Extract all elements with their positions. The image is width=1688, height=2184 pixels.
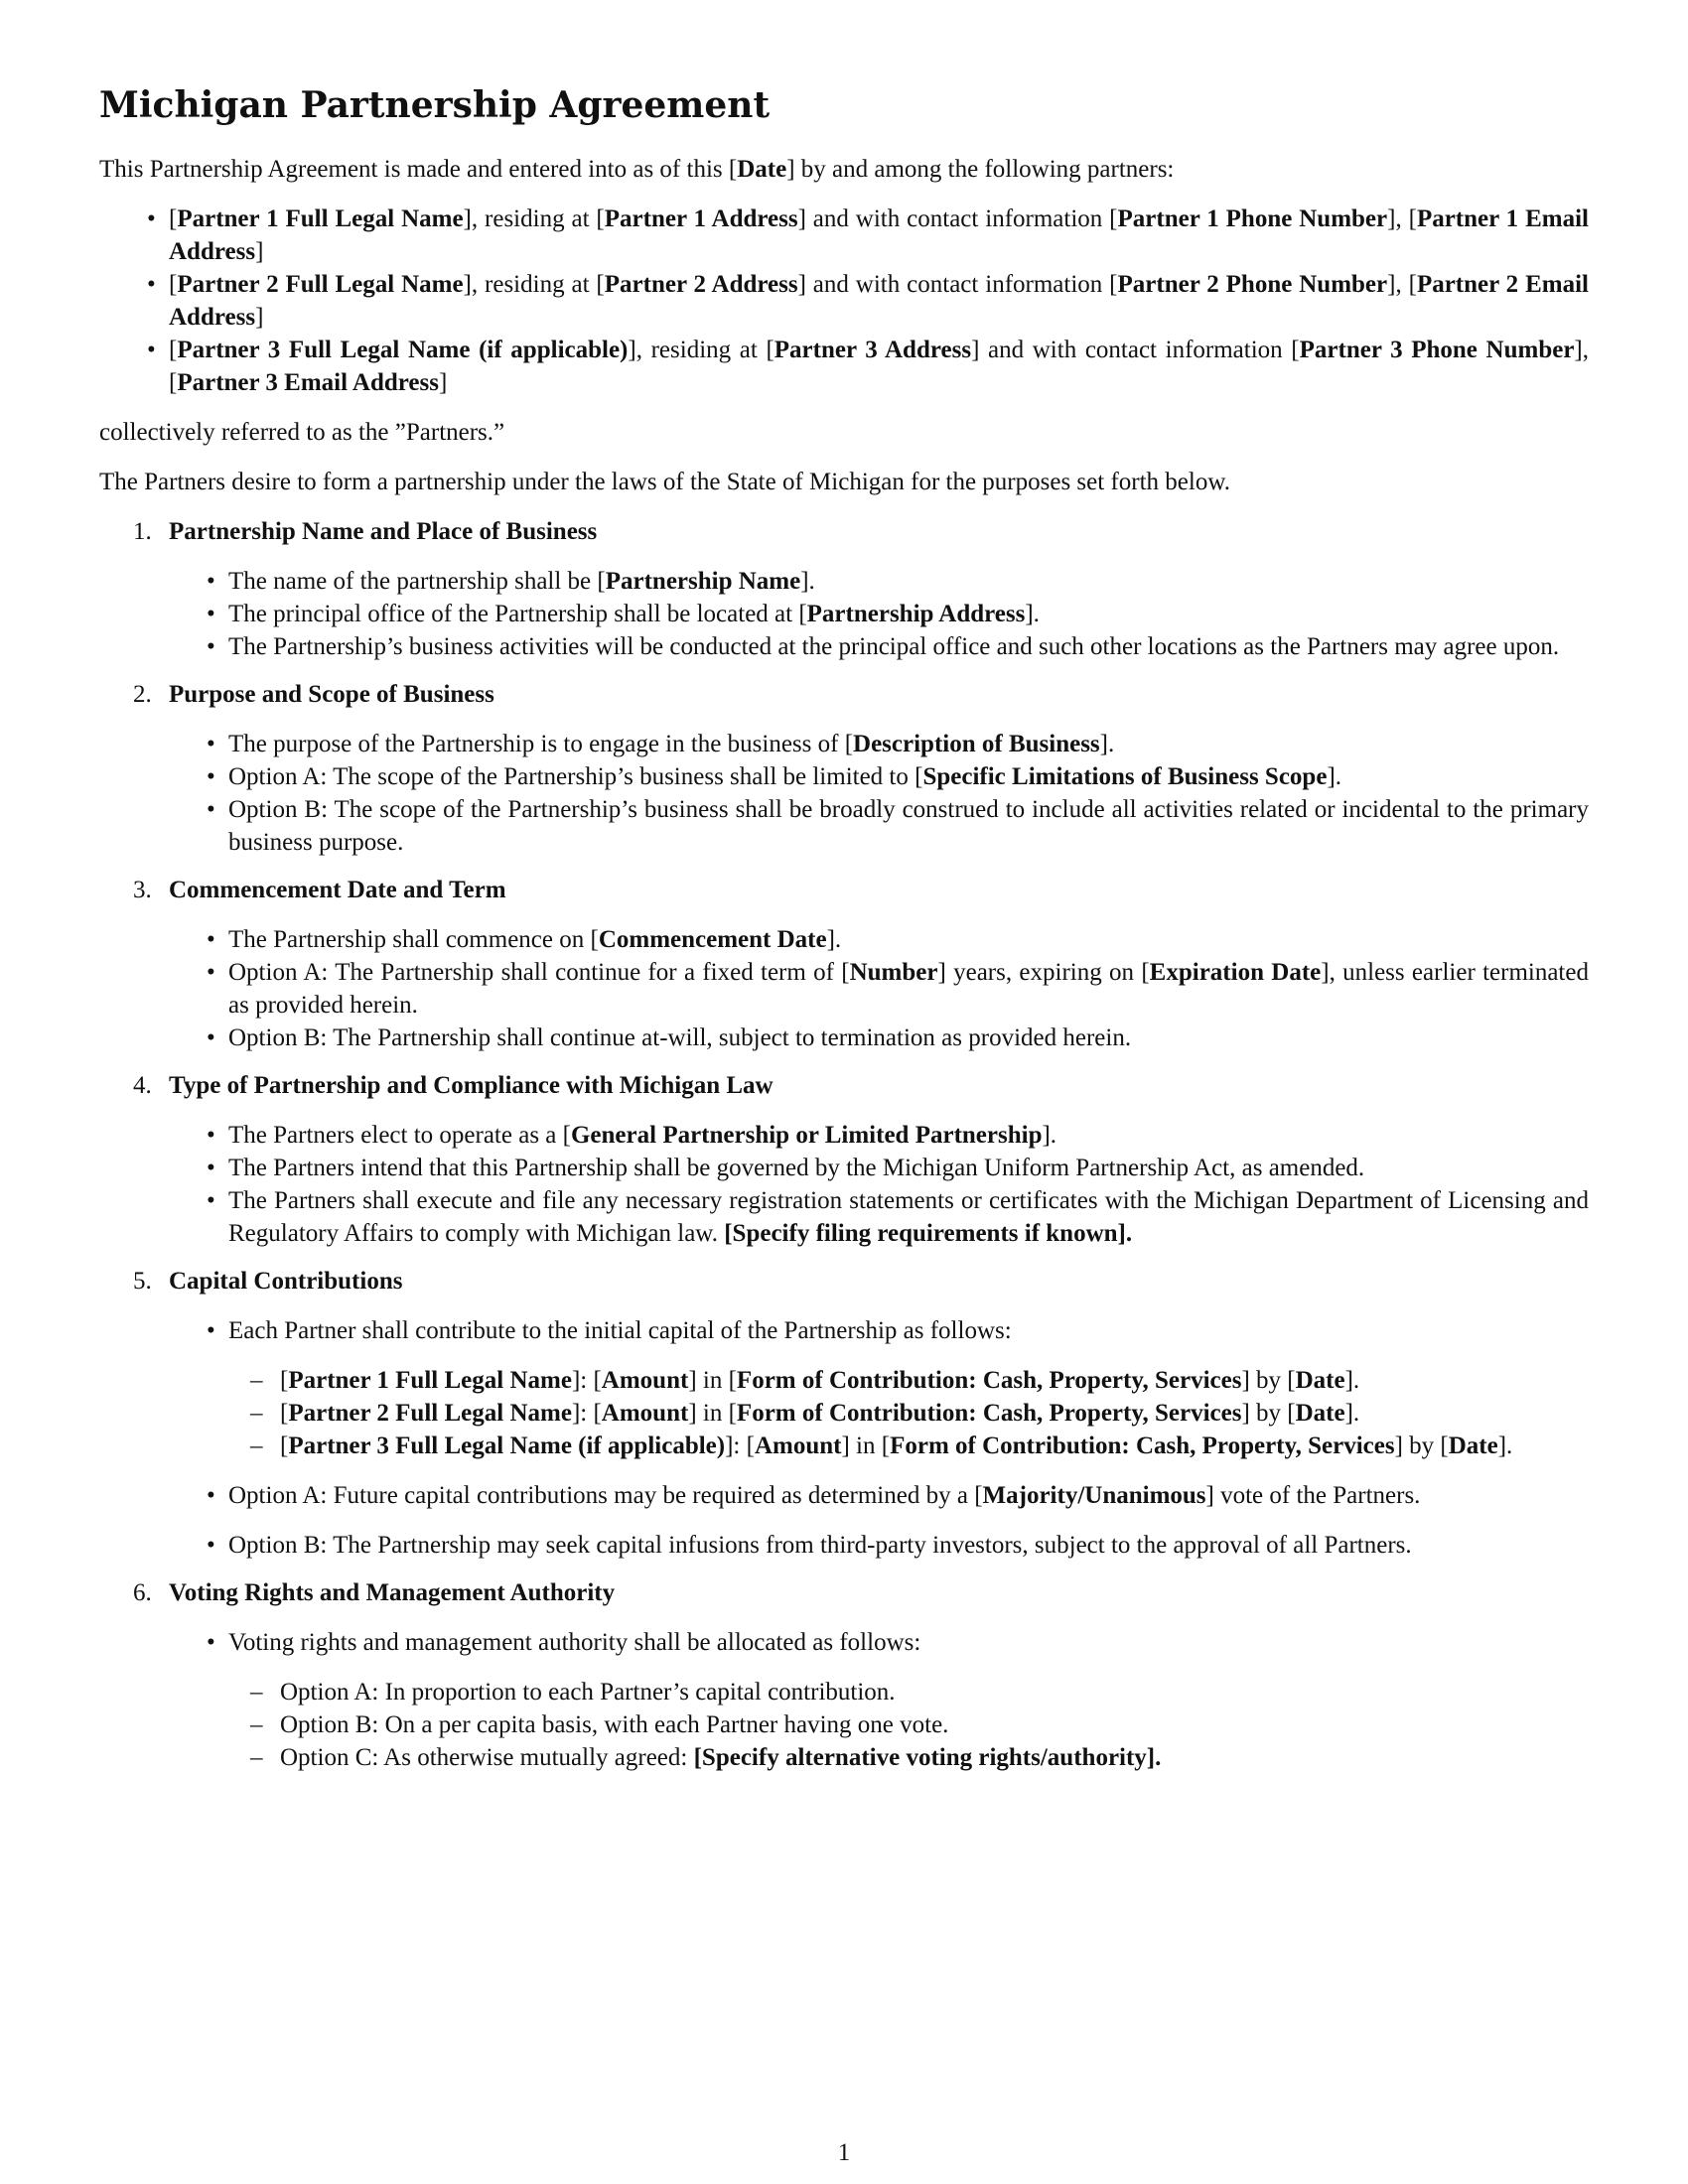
section-title <box>133 1069 1589 1102</box>
placeholder-field: Partner 1 Phone Number <box>1117 205 1388 232</box>
placeholder-field: Partner 2 Phone Number <box>1117 271 1388 298</box>
section-title <box>133 515 1589 548</box>
section-item <box>133 1265 1589 1562</box>
section-title <box>133 1576 1589 1609</box>
placeholder-field: Partner 2 Full Legal Name <box>177 271 464 298</box>
clause-text <box>228 923 1589 956</box>
section-bullets <box>169 565 1589 663</box>
clause-text <box>228 760 1589 793</box>
placeholder-field: Partner 2 Full Legal Name <box>288 1400 572 1427</box>
text-run: ] by [ <box>1394 1433 1449 1459</box>
text-run: Voting rights and management authority shall be allocated as follows: <box>228 1629 921 1656</box>
clause-item <box>228 923 1589 956</box>
text-run: [ <box>169 337 178 363</box>
text-run: Option A: Future capital contributions may be required as determined by a [ <box>228 1482 983 1509</box>
text-run: ] in [ <box>688 1400 737 1427</box>
text-run: ], unless earlier terminated as provided herein. <box>228 959 1589 1019</box>
clause-item <box>228 630 1589 663</box>
clause-item <box>228 1529 1589 1562</box>
text-run: The Partnership’s business activities will be conducted at the principal office and such other locations as the Partners may agree upon. <box>228 633 1560 660</box>
text-run: The purpose of the Partnership is to engage in the business of [ <box>228 731 854 757</box>
section-number: 3. <box>133 877 152 903</box>
text-run: [ <box>280 1433 289 1459</box>
text-run: [ <box>169 205 178 232</box>
clause-text <box>228 956 1589 1022</box>
document-title: Michigan Partnership Agreement <box>99 84 771 126</box>
placeholder-field: Partner 1 Full Legal Name <box>288 1367 572 1394</box>
section-item <box>133 678 1589 859</box>
clause-text <box>228 1626 1589 1659</box>
text-run: Option A: In proportion to each Partner’s capital contribution. <box>280 1679 896 1706</box>
section-title-text: Voting Rights and Management Authority <box>169 1579 616 1606</box>
clause-item <box>228 1022 1589 1054</box>
placeholder-field: Form of Contribution: Cash, Property, Services <box>736 1367 1242 1394</box>
text-run: The Partners elect to operate as a [ <box>228 1122 571 1149</box>
text-run: The name of the partnership shall be [ <box>228 568 606 595</box>
text-run: ] in [ <box>688 1367 737 1394</box>
text-run: ] by [ <box>1241 1367 1296 1394</box>
placeholder-field: Partner 3 Email Address <box>177 369 439 396</box>
text-run: ] <box>439 369 448 396</box>
clause-item <box>228 956 1589 1022</box>
text-run: ]. <box>1344 1367 1360 1394</box>
clause-item <box>228 1314 1589 1462</box>
clause-item <box>228 1119 1589 1152</box>
partner-item <box>169 203 1589 268</box>
placeholder-field: Amount <box>754 1433 842 1459</box>
section-number: 6. <box>133 1579 152 1606</box>
placeholder-field: Expiration Date <box>1149 959 1322 986</box>
partner-list <box>99 203 1589 399</box>
text-run: ] <box>255 304 264 331</box>
intro-paragraph <box>99 153 1589 186</box>
collective-reference: collectively referred to as the ”Partners.” <box>99 419 505 446</box>
placeholder-field: Amount <box>601 1400 689 1427</box>
text-run: ]. <box>1099 731 1115 757</box>
text-run: The principal office of the Partnership shall be located at [ <box>228 601 807 627</box>
section-title-text: Partnership Name and Place of Business <box>169 518 598 545</box>
section-number: 1. <box>133 518 152 545</box>
section-title <box>133 678 1589 711</box>
text-run: The Partners intend that this Partnership shall be governed by the Michigan Uniform Partnership Act, as amended. <box>228 1155 1365 1181</box>
clause-item <box>228 1479 1589 1512</box>
clause-text <box>228 1529 1589 1562</box>
placeholder-field: General Partnership or Limited Partnership <box>570 1122 1043 1149</box>
clause-text <box>228 728 1589 760</box>
placeholder-field: Partner 3 Full Legal Name (if applicable) <box>288 1433 726 1459</box>
text-run: ], [ <box>1387 271 1417 298</box>
text-run: Each Partner shall contribute to the initial capital of the Partnership as follows: <box>228 1317 1012 1344</box>
purpose-statement: The Partners desire to form a partnership under the laws of the State of Michigan for the purposes set forth below. <box>99 469 1231 495</box>
text-run: ]. <box>1497 1433 1513 1459</box>
section-number: 2. <box>133 681 152 708</box>
text-run: Option A: The scope of the Partnership’s business shall be limited to [ <box>228 763 923 790</box>
clause-text <box>228 1119 1589 1152</box>
partner-item <box>169 334 1589 399</box>
clause-item <box>228 598 1589 630</box>
placeholder-field: Form of Contribution: Cash, Property, Services <box>736 1400 1242 1427</box>
text-run: ], [ <box>169 337 1589 396</box>
sub-clause-item <box>280 1430 1589 1462</box>
text-run: ]. <box>1042 1122 1057 1149</box>
placeholder-field: Partner 2 Address <box>604 271 798 298</box>
text-run: ] in [ <box>841 1433 891 1459</box>
text-run: ], residing at [ <box>463 205 605 232</box>
clause-text <box>228 793 1589 859</box>
text-run: ]: [ <box>725 1433 755 1459</box>
clause-text <box>228 598 1589 630</box>
placeholder-field: Partner 1 Full Legal Name <box>177 205 464 232</box>
sub-clause-list <box>228 1364 1589 1462</box>
text-run: ], residing at [ <box>628 337 774 363</box>
placeholder-field: [Specify alternative voting rights/authority]. <box>693 1744 1162 1771</box>
text-run: [ <box>280 1400 289 1427</box>
clause-item <box>228 1626 1589 1774</box>
clause-text <box>228 630 1589 663</box>
text-run: The Partnership shall commence on [ <box>228 926 599 953</box>
text-run: ] by and among the following partners: <box>786 156 1175 183</box>
clause-text <box>228 1184 1589 1250</box>
section-item <box>133 874 1589 1054</box>
placeholder-field: Date <box>1295 1400 1345 1427</box>
text-run: ]. <box>1344 1400 1360 1427</box>
placeholder-field: Amount <box>601 1367 689 1394</box>
text-run: ] by [ <box>1241 1400 1296 1427</box>
placeholder-field: Partner 2 Email Address <box>169 271 1589 331</box>
section-bullets <box>169 1314 1589 1562</box>
text-run: ]: [ <box>571 1367 602 1394</box>
section-title-text: Type of Partnership and Compliance with Michigan Law <box>169 1072 774 1099</box>
clause-item <box>228 793 1589 859</box>
text-run: ] <box>255 238 264 265</box>
section-bullets <box>169 1626 1589 1774</box>
text-run: ] and with contact information [ <box>971 337 1300 363</box>
text-run: ] and with contact information [ <box>797 205 1118 232</box>
clause-item <box>228 1184 1589 1250</box>
placeholder-field: Partner 1 Address <box>604 205 798 232</box>
placeholder-field: Partner 3 Phone Number <box>1299 337 1575 363</box>
clause-text <box>228 565 1589 598</box>
text-run: Option C: As otherwise mutually agreed: <box>280 1744 694 1771</box>
placeholder-field: Partnership Address <box>806 601 1026 627</box>
section-title-text: Commencement Date and Term <box>169 877 506 903</box>
clause-item <box>228 565 1589 598</box>
placeholder-field: [Specify filing requirements if known]. <box>724 1220 1133 1247</box>
clause-text <box>228 1152 1589 1184</box>
placeholder-field: Partner 3 Full Legal Name (if applicable) <box>177 337 629 363</box>
placeholder-field: Description of Business <box>853 731 1100 757</box>
text-run: The Partners shall execute and file any necessary registration statements or certificates with the Michigan Department of Licensing and Regulatory Affairs to comply with Michigan law. <box>228 1187 1589 1247</box>
section-number: 5. <box>133 1268 152 1295</box>
text-run: [ <box>280 1367 289 1394</box>
placeholder-field: Commencement Date <box>598 926 827 953</box>
section-title <box>133 874 1589 906</box>
placeholder-field: Partnership Name <box>605 568 801 595</box>
text-run: Option B: The scope of the Partnership’s business shall be broadly construed to include all activities related or incidental to the primary business purpose. <box>228 796 1589 856</box>
section-item <box>133 1069 1589 1250</box>
text-run: ]: [ <box>571 1400 602 1427</box>
placeholder-field: Partner 1 Email Address <box>169 205 1589 265</box>
text-run: ]. <box>800 568 815 595</box>
placeholder-field: Majority/Unanimous <box>982 1482 1206 1509</box>
text-run: [ <box>169 271 178 298</box>
partner-item <box>169 268 1589 334</box>
section-title <box>133 1265 1589 1297</box>
document-page <box>99 83 1589 1789</box>
text-run: ], residing at [ <box>463 271 605 298</box>
placeholder-field: Form of Contribution: Cash, Property, Services <box>890 1433 1395 1459</box>
text-run: ] vote of the Partners. <box>1205 1482 1421 1509</box>
sub-clause-item <box>280 1397 1589 1430</box>
text-run: ] years, expiring on [ <box>937 959 1150 986</box>
placeholder-field: Specific Limitations of Business Scope <box>922 763 1328 790</box>
text-run: Option A: The Partnership shall continue for a fixed term of [ <box>228 959 850 986</box>
section-number: 4. <box>133 1072 152 1099</box>
section-item <box>133 515 1589 663</box>
placeholder-field: Date <box>1448 1433 1498 1459</box>
sub-clause-item <box>280 1364 1589 1397</box>
clause-item <box>228 760 1589 793</box>
text-run: ]. <box>826 926 842 953</box>
clause-text <box>228 1022 1589 1054</box>
placeholder-field: Number <box>849 959 938 986</box>
text-run: This Partnership Agreement is made and entered into as of this [ <box>99 156 738 183</box>
placeholder-field: Date <box>1295 1367 1345 1394</box>
sub-clause-item <box>280 1741 1589 1774</box>
clause-text <box>228 1314 1589 1347</box>
text-run: Option B: The Partnership may seek capital infusions from third-party investors, subject to the approval of all Partners. <box>228 1532 1412 1559</box>
text-run: Option B: The Partnership shall continue at-will, subject to termination as provided herein. <box>228 1024 1132 1051</box>
section-list <box>99 515 1589 1774</box>
section-bullets <box>169 923 1589 1054</box>
text-run: ]. <box>1327 763 1342 790</box>
clause-item <box>228 1152 1589 1184</box>
page-number: 1 <box>837 2139 851 2166</box>
placeholder-field: Date <box>737 156 787 183</box>
section-item <box>133 1576 1589 1774</box>
text-run: ]. <box>1025 601 1040 627</box>
text-run: ] and with contact information [ <box>797 271 1118 298</box>
sub-clause-list <box>228 1676 1589 1774</box>
text-run: ], [ <box>1387 205 1417 232</box>
placeholder-field: Partner 3 Address <box>774 337 972 363</box>
clause-item <box>228 728 1589 760</box>
sub-clause-item <box>280 1708 1589 1741</box>
section-title-text: Capital Contributions <box>169 1268 403 1295</box>
section-bullets <box>169 1119 1589 1250</box>
section-bullets <box>169 728 1589 859</box>
clause-text <box>228 1479 1589 1512</box>
section-title-text: Purpose and Scope of Business <box>169 681 494 708</box>
sub-clause-item <box>280 1676 1589 1708</box>
text-run: Option B: On a per capita basis, with each Partner having one vote. <box>280 1711 949 1738</box>
